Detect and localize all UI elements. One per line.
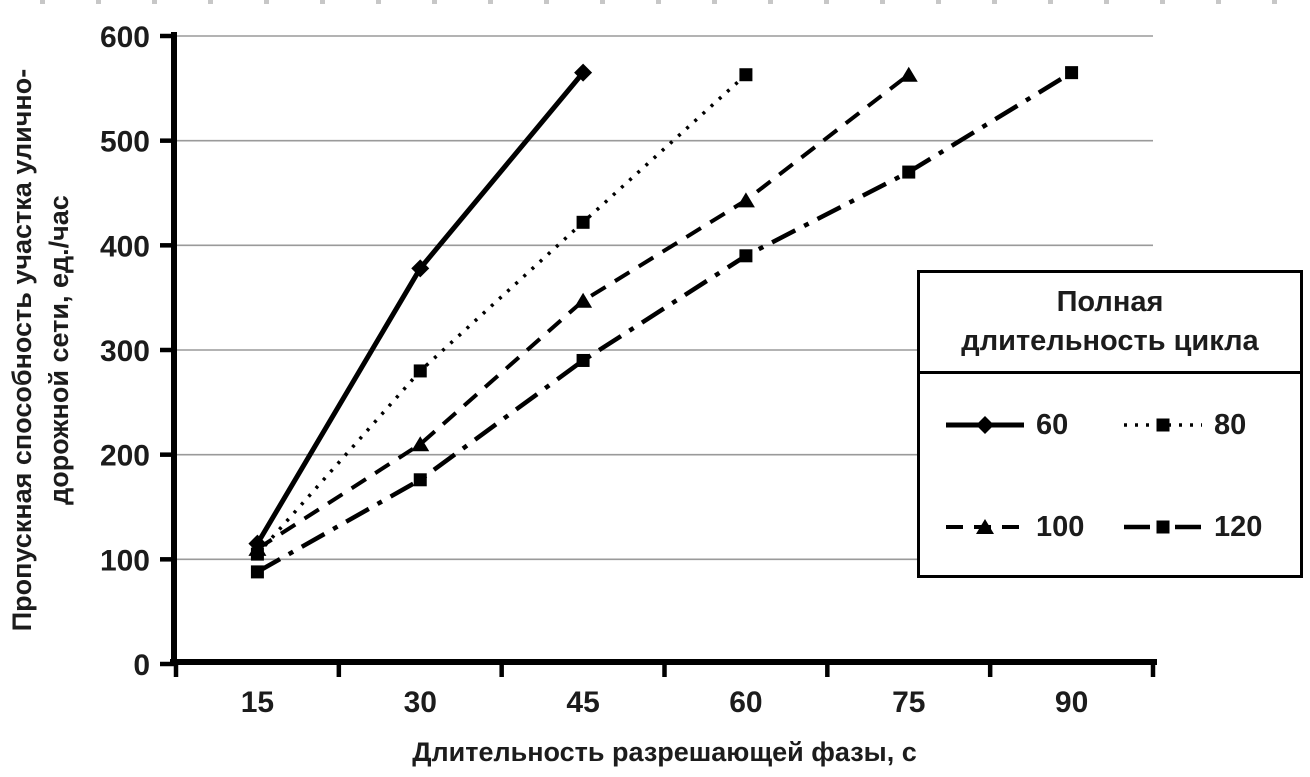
legend-sample-marker-square [1157,521,1170,534]
legend-line-sample-solid-diamond-icon [944,413,1026,437]
data-point-120-30 [414,473,427,486]
y-tick-label-0: 0 [133,649,150,682]
legend-line-sample-dashed-triangle-icon [944,515,1026,539]
data-point-100-60 [737,192,755,207]
legend-label: 120 [1214,510,1263,543]
y-tick-label-200: 200 [99,439,150,473]
legend-label: 80 [1214,408,1247,441]
y-axis-title: Пропускная способность участка улично-дорожной сети, ед./час [7,68,74,632]
legend-entry-80 [1122,409,1300,442]
x-tick-label-30: 30 [403,686,437,719]
legend-title: Полная длительность цикла [917,270,1303,374]
legend-entry-60 [944,409,1122,442]
y-tick-label-400: 400 [99,230,150,264]
series-line-80 [257,75,746,554]
cropped-text-artifact [40,0,1300,4]
x-tick-label-60: 60 [729,686,763,719]
data-point-100-75 [900,67,918,82]
data-point-120-15 [251,565,264,578]
y-tick-label-500: 500 [99,125,150,159]
series-80 [251,68,753,560]
data-point-120-90 [1065,66,1078,79]
x-tick-label-90: 90 [1054,686,1089,719]
x-tick-label-15: 15 [240,686,275,719]
x-axis-title: Длительность разрешающей фазы, с [412,737,917,767]
data-point-80-60 [739,68,752,81]
series-line-60 [257,73,583,544]
y-tick-label-600: 600 [99,21,150,54]
data-point-120-75 [902,166,915,179]
legend-entries [920,374,1300,578]
data-point-80-45 [577,216,590,229]
y-tick-label-100: 100 [99,544,150,578]
y-tick-label-300: 300 [99,335,150,368]
x-tick-label-75: 75 [892,686,926,719]
legend-label: 100 [1036,510,1085,543]
legend-line-sample-dotted-square-icon [1122,413,1204,437]
data-point-120-60 [739,249,752,262]
legend-label: 60 [1036,408,1069,441]
x-tick-label-45: 45 [566,686,600,719]
series-line-100 [257,75,908,549]
data-point-120-45 [577,354,590,367]
legend-sample-marker-diamond [976,416,994,434]
legend [917,270,1303,578]
legend-entry-100 [944,511,1122,544]
legend-line-sample-dashdot-square-icon [1122,515,1204,539]
data-point-100-45 [574,293,592,308]
data-point-80-30 [414,364,427,377]
legend-sample-marker-square [1157,419,1170,432]
legend-entry-120 [1122,511,1300,544]
